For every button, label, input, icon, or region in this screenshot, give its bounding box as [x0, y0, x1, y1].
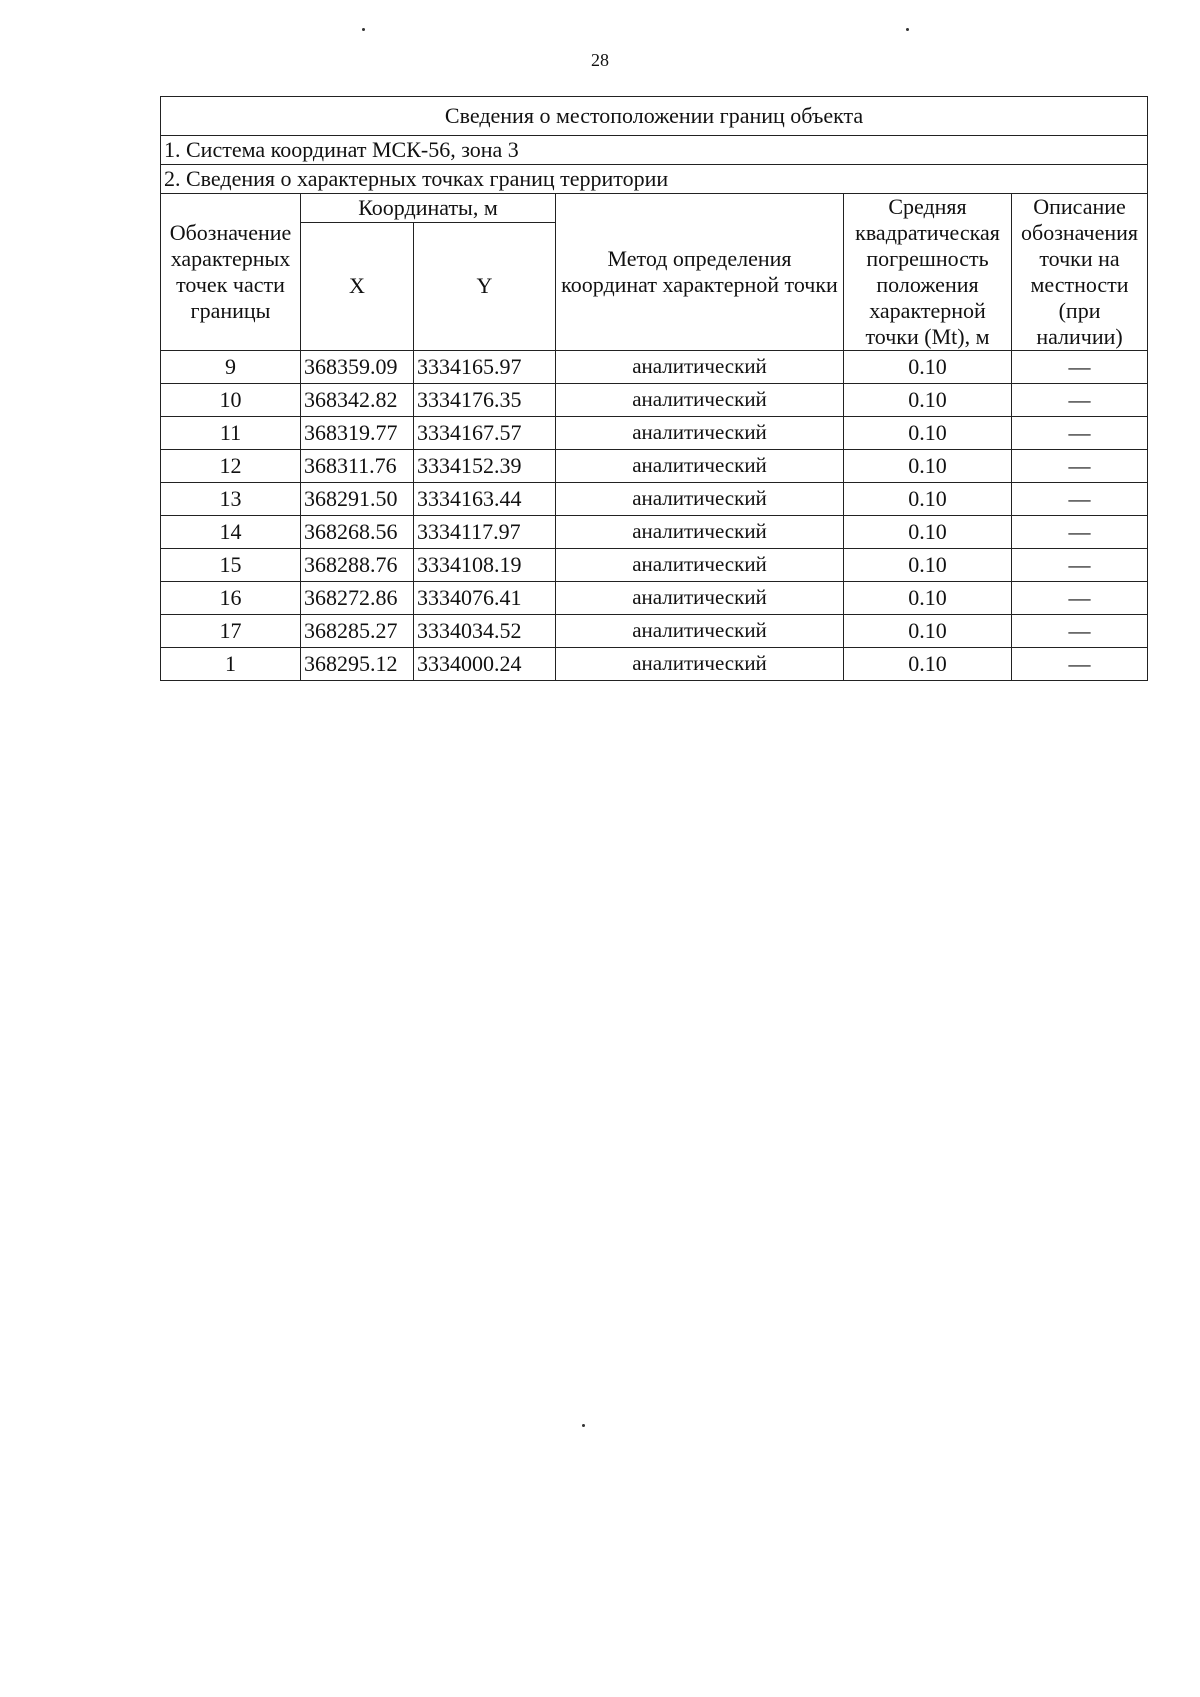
- scan-speck: [582, 1424, 585, 1427]
- cell-x: 368268.56: [301, 515, 414, 548]
- table-row: [161, 548, 1148, 581]
- cell-x: 368272.86: [301, 581, 414, 614]
- cell-mt: 0.10: [844, 581, 1012, 614]
- header-method: Метод определения координат характерной точки: [556, 194, 844, 351]
- cell-description: —: [1012, 581, 1148, 614]
- cell-x: 368359.09: [301, 350, 414, 383]
- cell-point: 1: [161, 647, 301, 680]
- cell-point: 11: [161, 416, 301, 449]
- cell-point: 14: [161, 515, 301, 548]
- table-row: [161, 647, 1148, 680]
- cell-method: аналитический: [556, 581, 844, 614]
- header-mean-error: Средняя квадратическая погрешность положения характерной точки (Mt), м: [844, 194, 1012, 351]
- cell-method: аналитический: [556, 416, 844, 449]
- cell-point: 9: [161, 350, 301, 383]
- cell-mt: 0.10: [844, 416, 1012, 449]
- cell-description: —: [1012, 647, 1148, 680]
- cell-mt: 0.10: [844, 548, 1012, 581]
- scan-speck: [362, 28, 365, 31]
- cell-point: 17: [161, 614, 301, 647]
- cell-description: —: [1012, 548, 1148, 581]
- table-row: [161, 482, 1148, 515]
- page-number: 28: [591, 50, 609, 70]
- scan-speck: [906, 28, 909, 31]
- cell-y: 3334117.97: [414, 515, 556, 548]
- coordinate-system-row: 1. Система координат МСК-56, зона 3: [161, 136, 1148, 165]
- table-row: [161, 416, 1148, 449]
- cell-mt: 0.10: [844, 614, 1012, 647]
- cell-description: —: [1012, 614, 1148, 647]
- cell-x: 368342.82: [301, 383, 414, 416]
- table-row: [161, 581, 1148, 614]
- cell-description: —: [1012, 515, 1148, 548]
- cell-description: —: [1012, 383, 1148, 416]
- cell-y: 3334034.52: [414, 614, 556, 647]
- cell-method: аналитический: [556, 482, 844, 515]
- cell-y: 3334165.97: [414, 350, 556, 383]
- cell-x: 368295.12: [301, 647, 414, 680]
- cell-mt: 0.10: [844, 350, 1012, 383]
- cell-point: 15: [161, 548, 301, 581]
- cell-mt: 0.10: [844, 515, 1012, 548]
- header-x: X: [301, 223, 414, 351]
- table-row: [161, 515, 1148, 548]
- cell-x: 368291.50: [301, 482, 414, 515]
- cell-y: 3334152.39: [414, 449, 556, 482]
- cell-point: 16: [161, 581, 301, 614]
- header-description: Описание обозначения точки на местности (при наличии): [1012, 194, 1148, 351]
- cell-x: 368288.76: [301, 548, 414, 581]
- table-row: [161, 614, 1148, 647]
- cell-y: 3334076.41: [414, 581, 556, 614]
- cell-x: 368311.76: [301, 449, 414, 482]
- table-row: [161, 350, 1148, 383]
- cell-y: 3334108.19: [414, 548, 556, 581]
- cell-method: аналитический: [556, 548, 844, 581]
- cell-y: 3334176.35: [414, 383, 556, 416]
- header-y: Y: [414, 223, 556, 351]
- cell-point: 12: [161, 449, 301, 482]
- cell-point: 13: [161, 482, 301, 515]
- boundary-table: [160, 96, 1148, 681]
- cell-description: —: [1012, 416, 1148, 449]
- cell-method: аналитический: [556, 383, 844, 416]
- cell-method: аналитический: [556, 647, 844, 680]
- cell-method: аналитический: [556, 515, 844, 548]
- cell-description: —: [1012, 350, 1148, 383]
- table-row: [161, 449, 1148, 482]
- points-section-row: 2. Сведения о характерных точках границ территории: [161, 165, 1148, 194]
- cell-method: аналитический: [556, 449, 844, 482]
- header-coordinates: Координаты, м: [301, 194, 556, 223]
- table-row: [161, 383, 1148, 416]
- cell-mt: 0.10: [844, 449, 1012, 482]
- header-point-designation: Обозначение характерных точек части границы: [161, 194, 301, 351]
- cell-method: аналитический: [556, 614, 844, 647]
- cell-point: 10: [161, 383, 301, 416]
- cell-method: аналитический: [556, 350, 844, 383]
- cell-mt: 0.10: [844, 383, 1012, 416]
- cell-description: —: [1012, 482, 1148, 515]
- cell-y: 3334163.44: [414, 482, 556, 515]
- cell-x: 368319.77: [301, 416, 414, 449]
- cell-x: 368285.27: [301, 614, 414, 647]
- cell-description: —: [1012, 449, 1148, 482]
- cell-y: 3334167.57: [414, 416, 556, 449]
- cell-mt: 0.10: [844, 482, 1012, 515]
- table-title: Сведения о местоположении границ объекта: [161, 97, 1148, 136]
- cell-mt: 0.10: [844, 647, 1012, 680]
- cell-y: 3334000.24: [414, 647, 556, 680]
